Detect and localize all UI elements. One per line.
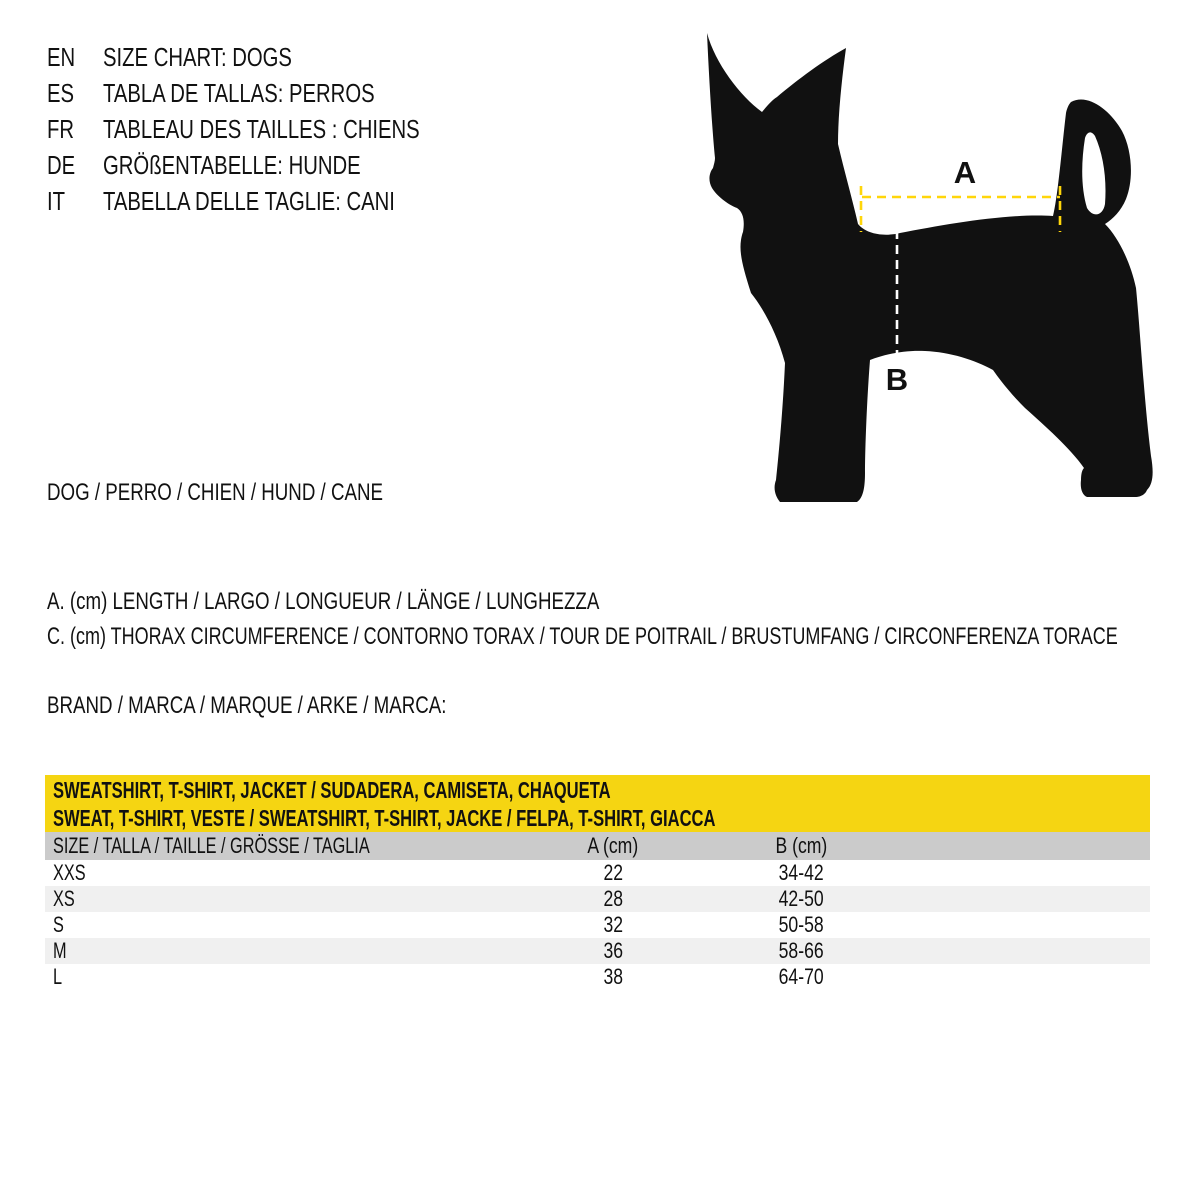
lang-code-fr: FR <box>47 114 75 144</box>
size-cell: M <box>53 938 67 963</box>
lang-code-en: EN <box>47 42 76 72</box>
title-row-en <box>47 39 509 75</box>
title-it: TABELLA DELLE TAGLIE: CANI <box>103 186 395 216</box>
b-cell: 42-50 <box>778 886 824 911</box>
a-cell: 36 <box>603 938 623 963</box>
lang-code-de: DE <box>47 150 76 180</box>
legend-thorax: C. (cm) THORAX CIRCUMFERENCE / CONTORNO TORAX / TOUR DE POITRAIL / BRUSTUMFANG / CIRCONFERENZA TORACE <box>47 623 1118 650</box>
legend-length: A. (cm) LENGTH / LARGO / LONGUEUR / LÄNGE / LUNGHEZZA <box>47 588 600 615</box>
table-row-l <box>45 964 1150 990</box>
size-cell: XXS <box>53 860 86 885</box>
dog-caption: DOG / PERRO / CHIEN / HUND / CANE <box>47 479 383 506</box>
banner-line-1: SWEATSHIRT, T-SHIRT, JACKET / SUDADERA, CAMISETA, CHAQUETA <box>53 777 611 803</box>
measure-label-a: A <box>953 155 977 190</box>
size-cell: S <box>53 912 64 937</box>
size-cell: XS <box>53 886 75 911</box>
title-row-it <box>47 183 509 219</box>
b-cell: 34-42 <box>778 860 824 885</box>
table-row-m <box>45 938 1150 964</box>
measure-label-b: B <box>885 362 909 397</box>
size-cell: L <box>53 964 63 989</box>
title-row-es <box>47 75 509 111</box>
table-row-s <box>45 912 1150 938</box>
title-de: GRÖßENTABELLE: HUNDE <box>103 150 361 180</box>
a-cell: 22 <box>603 860 623 885</box>
title-row-de <box>47 147 509 183</box>
b-cell: 50-58 <box>778 912 824 937</box>
title-es: TABLA DE TALLAS: PERROS <box>103 78 375 108</box>
title-block <box>47 39 509 219</box>
banner-line-2: SWEAT, T-SHIRT, VESTE / SWEATSHIRT, T-SHIRT, JACKE / FELPA, T-SHIRT, GIACCA <box>53 805 716 831</box>
b-cell: 58-66 <box>778 938 824 963</box>
title-en: SIZE CHART: DOGS <box>103 42 292 72</box>
dog-silhouette <box>707 33 1153 502</box>
product-banner <box>45 775 1150 832</box>
brand-line: BRAND / MARCA / MARQUE / ARKE / MARCA: <box>47 692 447 719</box>
a-cell: 38 <box>603 964 623 989</box>
table-row-xs <box>45 886 1150 912</box>
title-fr: TABLEAU DES TAILLES : CHIENS <box>103 114 420 144</box>
lang-code-it: IT <box>47 186 66 216</box>
lang-code-es: ES <box>47 78 75 108</box>
header-b-cm: B (cm) <box>775 833 827 858</box>
dog-measurement-diagram <box>685 18 1165 510</box>
a-cell: 28 <box>603 886 623 911</box>
title-row-fr <box>47 111 509 147</box>
b-cell: 64-70 <box>778 964 824 989</box>
size-table-header-row <box>45 832 1150 860</box>
a-cell: 32 <box>603 912 623 937</box>
header-size: SIZE / TALLA / TAILLE / GRÖSSE / TAGLIA <box>53 833 370 858</box>
table-row-xxs <box>45 860 1150 886</box>
header-a-cm: A (cm) <box>587 833 639 858</box>
size-table <box>45 832 1150 990</box>
